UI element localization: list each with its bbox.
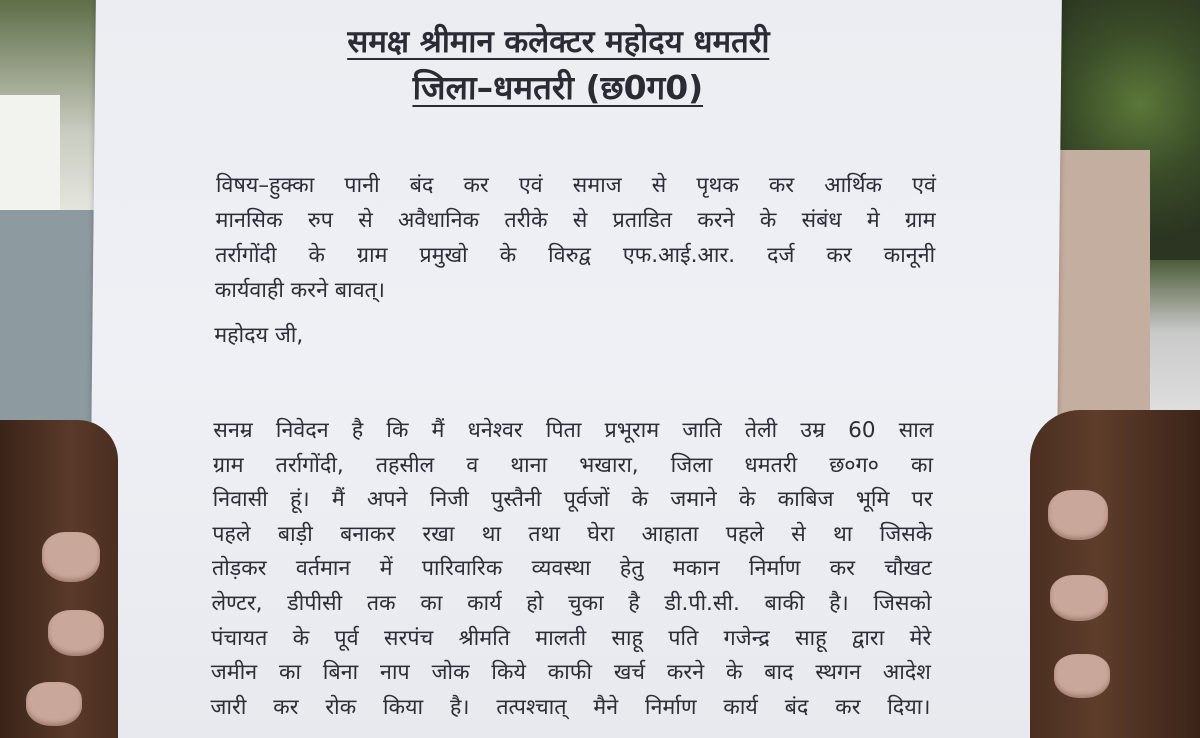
body-line: लेण्टर, डीपीसी तक का कार्य हो चुका है डी.पी.सी. बाकी है। जिसको: [211, 590, 932, 616]
fingernail-right: [1050, 575, 1108, 621]
left-hand: [0, 420, 118, 738]
salutation: [214, 318, 934, 353]
heading-district: जिला–धमतरी (छ0ग0): [412, 68, 704, 107]
heading-addressee: समक्ष श्रीमान कलेक्टर महोदय धमतरी: [347, 24, 770, 60]
petition-paper: [88, 0, 1062, 738]
subject-line: तर्रागोंदी के ग्राम प्रमुखो के विरुद्व एफ.आई.आर. दर्ज कर कानूनी: [215, 243, 936, 268]
background-building: [0, 95, 60, 225]
fingernail-left: [26, 682, 82, 726]
body-line: पंचायत के पूर्व सरपंच श्रीमति मालती साहू पति गजेन्द्र साहू द्वारा मेरे: [211, 625, 932, 651]
body-paragraph: [210, 414, 933, 725]
thumbnail-right: [1048, 490, 1108, 540]
subject-line: मानसिक रुप से अवैधानिक तरीके से प्रताडित करने के संबंध मे ग्राम: [215, 208, 936, 233]
subject-line: विषय–हुक्का पानी बंद कर एवं समाज से पृथक कर आर्थिक एवं: [215, 173, 937, 198]
body-line: निवासी हूं। मैं अपने निजी पुस्तैनी पूर्वजों के जमाने के काबिज भूमि पर: [212, 487, 933, 513]
subject-line: कार्यवाही करने बावत्।: [214, 278, 386, 303]
fingernail-right: [1054, 654, 1110, 698]
fingernail-left: [48, 610, 104, 656]
body-line: जारी कर रोक किया है। तत्पश्चात् मैने निर्माण कार्य बंद कर दिया।: [210, 694, 931, 720]
subject-paragraph: [215, 168, 936, 308]
thumbnail-left: [42, 532, 100, 582]
body-line: जमीन का बिना नाप जोक किये काफी खर्च करने के बाद स्थगन आदेश: [210, 660, 931, 686]
body-line: सनम्र निवेदन है कि मैं धनेश्वर पिता प्रभूराम जाति तेली उम्र 60 साल: [213, 418, 934, 443]
body-line: पहले बाड़ी बनाकर रखा था तथा घेरा आहाता पहले से था जिसके: [212, 521, 933, 547]
right-hand: [1030, 410, 1200, 738]
salutation-text: महोदय जी,: [214, 323, 304, 348]
body-line: ग्राम तर्रागोंदी, तहसील व थाना भखारा, जिला धमतरी छ०ग० का: [212, 452, 934, 478]
body-line: तोड़कर वर्तमान में पारिवारिक व्यवस्था हेतु मकान निर्माण कर चौखट: [211, 556, 933, 582]
